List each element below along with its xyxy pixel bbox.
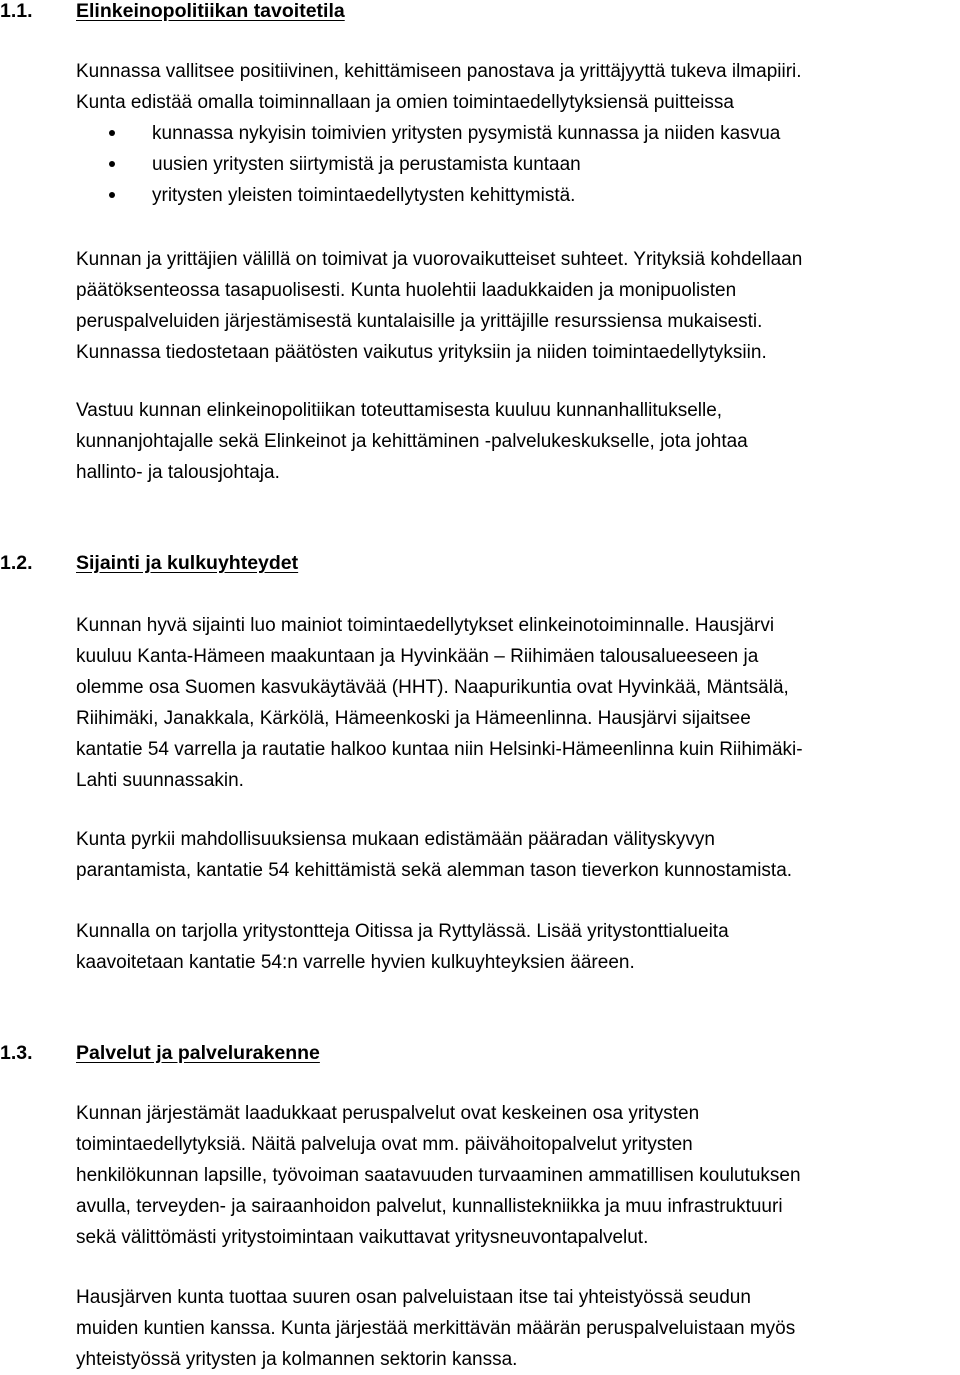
- paragraph: [76, 916, 960, 978]
- paragraph: [76, 824, 960, 886]
- text-line: Kunnan järjestämät laadukkaat peruspalvelut ovat keskeinen osa yritysten: [76, 1103, 700, 1124]
- section-title: Sijainti ja kulkuyhteydet: [76, 552, 299, 574]
- text-line: kunnanjohtajalle sekä Elinkeinot ja kehittäminen -palvelukeskukselle, jota johtaa: [76, 431, 748, 452]
- section-number: 1.2.: [0, 552, 33, 574]
- bullet-list: [76, 118, 960, 211]
- text-line: yhteistyössä yritysten ja kolmannen sektorin kanssa.: [76, 1349, 518, 1370]
- section-number: 1.3.: [0, 1042, 33, 1064]
- text-line: Kunnassa vallitsee positiivinen, kehittämiseen panostava ja yrittäjyyttä tukeva ilmapiiri.: [76, 61, 802, 82]
- text-line: Riihimäki, Janakkala, Kärkölä, Hämeenkoski ja Hämeenlinna. Hausjärvi sijaitsee: [76, 708, 751, 729]
- text-line: henkilökunnan lapsille, työvoiman saatavuuden turvaaminen ammatillisen koulutuksen: [76, 1165, 801, 1186]
- list-item: [76, 149, 960, 180]
- paragraph: [76, 1098, 960, 1253]
- section-title: Elinkeinopolitiikan tavoitetila: [76, 0, 345, 22]
- paragraph: [76, 244, 960, 368]
- text-line: kantatie 54 varrella ja rautatie halkoo kuntaa niin Helsinki-Hämeenlinna kuin Riihimäki-: [76, 739, 803, 760]
- section-title: Palvelut ja palvelurakenne: [76, 1042, 320, 1064]
- bullet-icon: [109, 130, 115, 136]
- text-line: kuuluu Kanta-Hämeen maakuntaan ja Hyvinkään – Riihimäen talousalueeseen ja: [76, 646, 759, 667]
- text-line: olemme osa Suomen kasvukäytävää (HHT). Naapurikuntia ovat Hyvinkää, Mäntsälä,: [76, 677, 789, 698]
- text-line: Kunta edistää omalla toiminnallaan ja omien toimintaedellytyksiensä puitteissa: [76, 92, 734, 113]
- paragraph: [76, 395, 960, 488]
- text-line: muiden kuntien kanssa. Kunta järjestää merkittävän määrän peruspalveluistaan myös: [76, 1318, 796, 1339]
- text-line: Kunnan hyvä sijainti luo mainiot toimintaedellytykset elinkeinotoiminnalle. Hausjärvi: [76, 615, 775, 636]
- text-line: sekä välittömästi yritystoimintaan vaikuttavat yritysneuvontapalvelut.: [76, 1227, 649, 1248]
- paragraph: [76, 610, 960, 796]
- text-line: Vastuu kunnan elinkeinopolitiikan toteuttamisesta kuuluu kunnanhallitukselle,: [76, 400, 723, 421]
- text-line: hallinto- ja talousjohtaja.: [76, 462, 280, 483]
- list-item: [76, 118, 960, 149]
- text-line: päätöksenteossa tasapuolisesti. Kunta huolehtii laadukkaiden ja monipuolisten: [76, 280, 737, 301]
- list-item-text: uusien yritysten siirtymistä ja perustamista kuntaan: [152, 154, 581, 175]
- text-line: Kunnalla on tarjolla yritystontteja Oitissa ja Ryttylässä. Lisää yritystonttialueita: [76, 921, 729, 942]
- text-line: toimintaedellytyksiä. Näitä palveluja ovat mm. päivähoitopalvelut yritysten: [76, 1134, 693, 1155]
- text-line: Lahti suunnassakin.: [76, 770, 244, 791]
- text-line: parantamista, kantatie 54 kehittämistä sekä alemman tason tieverkon kunnostamista.: [76, 860, 793, 881]
- text-line: Hausjärven kunta tuottaa suuren osan palveluistaan itse tai yhteistyössä seudun: [76, 1287, 751, 1308]
- text-line: kaavoitetaan kantatie 54:n varrelle hyvien kulkuyhteyksien ääreen.: [76, 952, 635, 973]
- paragraph: [76, 1282, 960, 1375]
- bullet-icon: [109, 161, 115, 167]
- text-line: avulla, terveyden- ja sairaanhoidon palvelut, kunnallistekniikka ja muu infrastruktuuri: [76, 1196, 783, 1217]
- section-number: 1.1.: [0, 0, 33, 22]
- bullet-icon: [109, 192, 115, 198]
- intro-paragraph: [76, 56, 960, 118]
- list-item-text: kunnassa nykyisin toimivien yritysten pysymistä kunnassa ja niiden kasvua: [152, 123, 781, 144]
- text-line: Kunnan ja yrittäjien välillä on toimivat ja vuorovaikutteiset suhteet. Yrityksiä kohdellaan: [76, 249, 803, 270]
- list-item-text: yritysten yleisten toimintaedellytysten kehittymistä.: [152, 185, 576, 206]
- text-line: peruspalveluiden järjestämisestä kuntalaisille ja yrittäjille resurssiensa mukaisesti.: [76, 311, 763, 332]
- text-line: Kunnassa tiedostetaan päätösten vaikutus yrityksiin ja niiden toimintaedellytyksiin.: [76, 342, 767, 363]
- text-line: Kunta pyrkii mahdollisuuksiensa mukaan edistämään pääradan välityskyvyn: [76, 829, 715, 850]
- list-item: [76, 180, 960, 211]
